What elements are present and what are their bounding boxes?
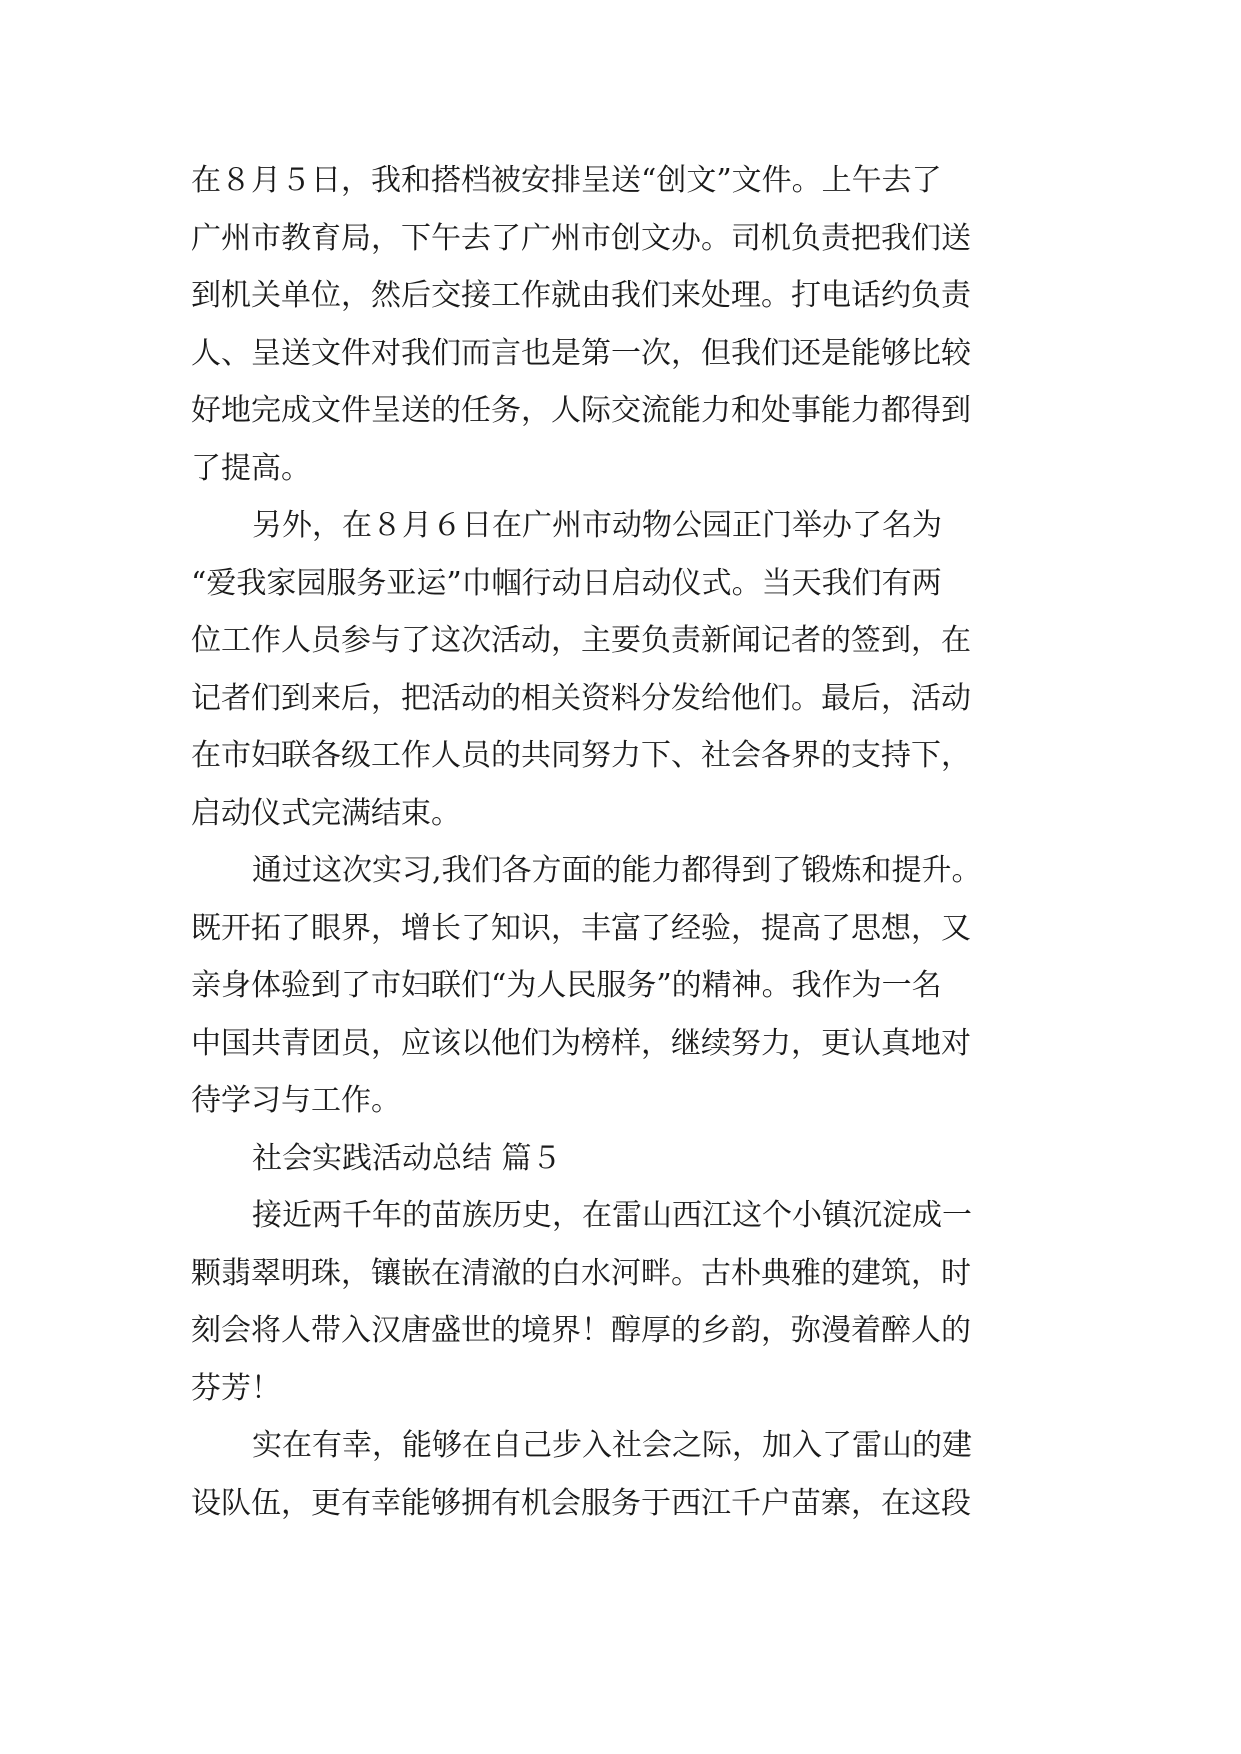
- text-line: 颗翡翠明珠，镶嵌在清澈的白水河畔。古朴典雅的建筑，时: [191, 1255, 971, 1291]
- paragraph-1: [191, 152, 1051, 497]
- text-line: 到机关单位，然后交接工作就由我们来处理。打电话约负责: [191, 278, 971, 313]
- text-line: 待学习与工作。: [191, 1083, 401, 1118]
- text-line: 通过这次实习,我们各方面的能力都得到了锻炼和提升。: [252, 853, 982, 888]
- text-line: 启动仪式完满结束。: [191, 795, 461, 831]
- paragraph-4: [191, 1187, 1051, 1417]
- text-line: 人、呈送文件对我们而言也是第一次，但我们还是能够比较: [191, 335, 971, 371]
- text-line: 广州市教育局，下午去了广州市创文办。司机负责把我们送: [191, 220, 971, 256]
- text-line: 芬芳！: [191, 1370, 281, 1406]
- text-line: 接近两千年的苗族历史，在雷山西江这个小镇沉淀成一: [252, 1198, 972, 1233]
- paragraph-5: [191, 1417, 1051, 1532]
- text-line: 实在有幸，能够在自己步入社会之际，加入了雷山的建: [252, 1428, 972, 1463]
- document-body: [191, 152, 1051, 1532]
- text-line: 既开拓了眼界，增长了知识，丰富了经验，提高了思想，又: [191, 910, 971, 946]
- text-line: 记者们到来后，把活动的相关资料分发给他们。最后，活动: [191, 680, 971, 716]
- text-line: 在８月５日，我和搭档被安排呈送“创文”文件。上午去了: [191, 163, 942, 198]
- text-line: 在市妇联各级工作人员的共同努力下、社会各界的支持下，: [191, 738, 971, 773]
- text-line: 刻会将人带入汉唐盛世的境界！醇厚的乡韵，弥漫着醉人的: [191, 1313, 971, 1348]
- text-line: 了提高。: [191, 450, 311, 486]
- text-line: 好地完成文件呈送的任务，人际交流能力和处事能力都得到: [191, 393, 971, 428]
- section-heading: [191, 1130, 1051, 1188]
- text-line: “爱我家园服务亚运”巾帼行动日启动仪式。当天我们有两: [191, 565, 942, 601]
- section-title: 社会实践活动总结 篇５: [252, 1140, 562, 1176]
- text-line: 设队伍，更有幸能够拥有机会服务于西江千户苗寨，在这段: [191, 1485, 971, 1521]
- text-line: 位工作人员参与了这次活动，主要负责新闻记者的签到，在: [191, 623, 971, 658]
- paragraph-3: [191, 842, 1051, 1130]
- text-line: 中国共青团员，应该以他们为榜样，继续努力，更认真地对: [191, 1025, 971, 1061]
- paragraph-2: [191, 497, 1051, 842]
- text-line: 亲身体验到了市妇联们“为人民服务”的精神。我作为一名: [191, 968, 942, 1003]
- text-line: 另外，在８月６日在广州市动物公园正门举办了名为: [252, 508, 942, 543]
